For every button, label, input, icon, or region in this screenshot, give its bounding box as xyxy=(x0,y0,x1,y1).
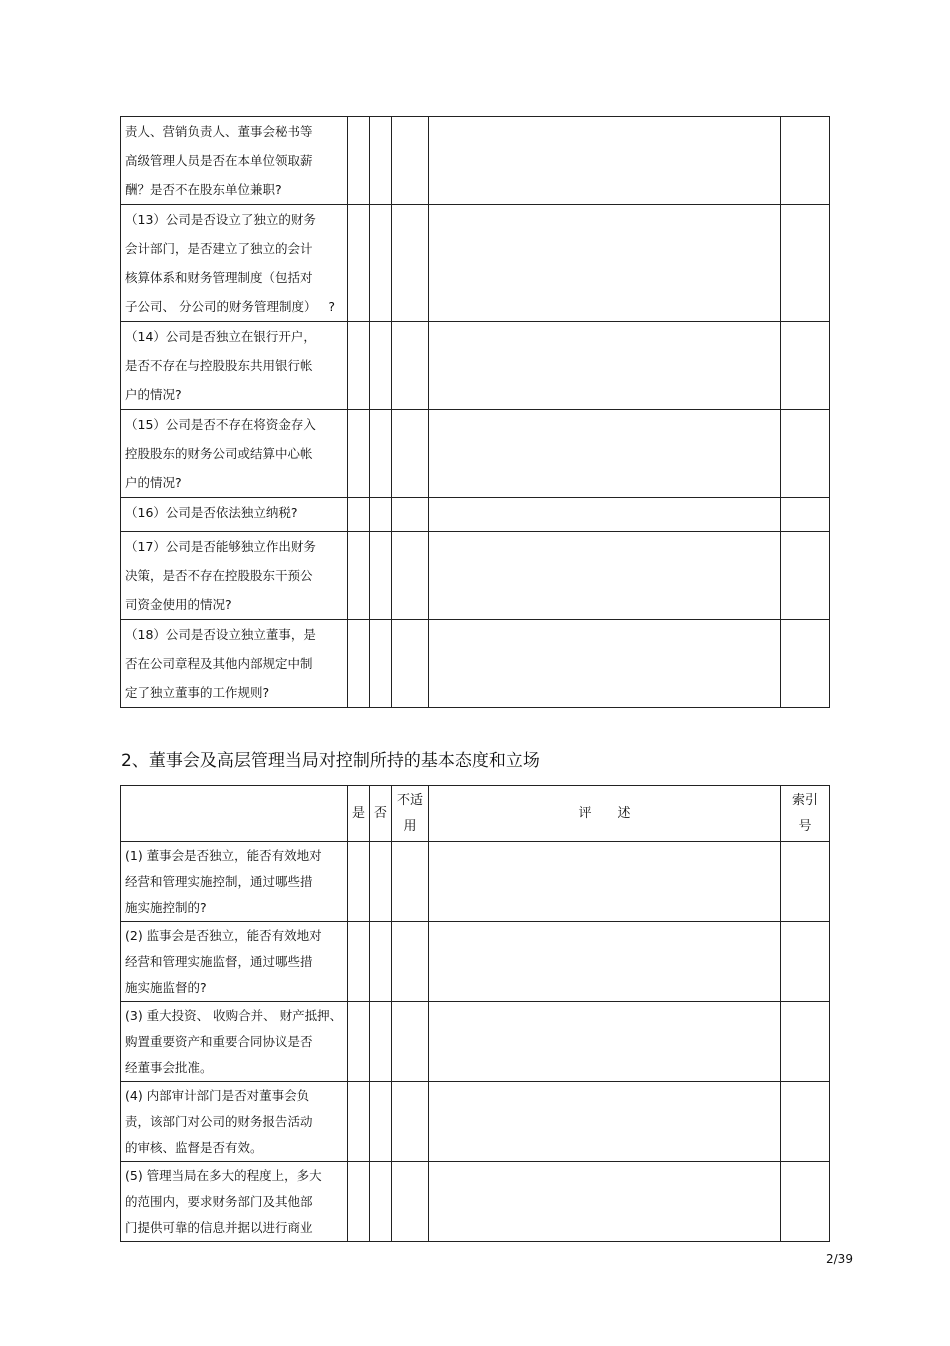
question-cell xyxy=(121,205,348,322)
header-na-line2: 用 xyxy=(403,818,417,834)
table-row xyxy=(121,117,830,205)
header-index-line1: 索引 xyxy=(791,792,818,808)
index-cell[interactable] xyxy=(781,322,830,410)
question-line: 户的情况? xyxy=(125,387,182,402)
question-line: 经营和管理实施控制，通过哪些措 xyxy=(125,874,313,889)
comment-cell[interactable] xyxy=(429,532,781,620)
index-cell[interactable] xyxy=(781,410,830,498)
table-row xyxy=(121,410,830,498)
not-applicable-cell[interactable] xyxy=(392,1082,429,1162)
no-cell[interactable] xyxy=(370,842,392,922)
header-index-line2: 号 xyxy=(798,818,812,834)
question-line: 控股股东的财务公司或结算中心帐 xyxy=(125,446,313,461)
question-line: （15）公司是否不存在将资金存入 xyxy=(125,417,316,432)
index-cell[interactable] xyxy=(781,620,830,708)
index-cell[interactable] xyxy=(781,117,830,205)
comment-cell[interactable] xyxy=(429,1082,781,1162)
question-cell xyxy=(121,842,348,922)
no-cell[interactable] xyxy=(370,205,392,322)
section-title: 2、董事会及高层管理当局对控制所持的基本态度和立场 xyxy=(121,751,540,771)
yes-cell[interactable] xyxy=(348,117,370,205)
table-row xyxy=(121,1082,830,1162)
yes-cell[interactable] xyxy=(348,410,370,498)
no-cell[interactable] xyxy=(370,117,392,205)
question-line: 责，该部门对公司的财务报告活动 xyxy=(125,1114,313,1129)
no-cell[interactable] xyxy=(370,498,392,532)
question-line: 高级管理人员是否在本单位领取薪 xyxy=(125,153,313,168)
comment-cell[interactable] xyxy=(429,322,781,410)
yes-cell[interactable] xyxy=(348,922,370,1002)
yes-cell[interactable] xyxy=(348,1162,370,1242)
no-cell[interactable] xyxy=(370,532,392,620)
no-cell[interactable] xyxy=(370,1002,392,1082)
comment-cell[interactable] xyxy=(429,410,781,498)
page-number: 2/39 xyxy=(826,1252,853,1266)
header-no: 否 xyxy=(370,786,392,842)
comment-cell[interactable] xyxy=(429,1162,781,1242)
question-cell xyxy=(121,498,348,532)
question-line: (3) 重大投资、 收购合并、 财产抵押、 xyxy=(125,1008,343,1023)
question-cell xyxy=(121,322,348,410)
table-row xyxy=(121,922,830,1002)
not-applicable-cell[interactable] xyxy=(392,1002,429,1082)
no-cell[interactable] xyxy=(370,410,392,498)
question-line: (4) 内部审计部门是否对董事会负 xyxy=(125,1088,310,1103)
question-line: 购置重要资产和重要合同协议是否 xyxy=(125,1034,313,1049)
question-line: 户的情况? xyxy=(125,475,182,490)
question-cell xyxy=(121,922,348,1002)
question-line: 施实施控制的? xyxy=(125,900,207,915)
yes-cell[interactable] xyxy=(348,532,370,620)
yes-cell[interactable] xyxy=(348,1082,370,1162)
header-comment: 评 述 xyxy=(429,786,781,842)
no-cell[interactable] xyxy=(370,620,392,708)
comment-cell[interactable] xyxy=(429,498,781,532)
question-line: 核算体系和财务管理制度（包括对 xyxy=(125,270,313,285)
question-line: 会计部门，是否建立了独立的会计 xyxy=(125,241,313,256)
index-cell[interactable] xyxy=(781,1162,830,1242)
question-cell xyxy=(121,1082,348,1162)
question-line: 定了独立董事的工作规则? xyxy=(125,685,270,700)
header-not-applicable xyxy=(392,786,429,842)
question-line: (1) 董事会是否独立，能否有效地对 xyxy=(125,848,322,863)
question-line: 施实施监督的? xyxy=(125,980,207,995)
comment-cell[interactable] xyxy=(429,117,781,205)
index-cell[interactable] xyxy=(781,922,830,1002)
question-line: （18）公司是否设立独立董事，是 xyxy=(125,627,316,642)
header-na-line1: 不适 xyxy=(396,792,423,808)
comment-cell[interactable] xyxy=(429,842,781,922)
not-applicable-cell[interactable] xyxy=(392,410,429,498)
question-line: 的审核、监督是否有效。 xyxy=(125,1140,263,1155)
no-cell[interactable] xyxy=(370,322,392,410)
comment-cell[interactable] xyxy=(429,922,781,1002)
yes-cell[interactable] xyxy=(348,842,370,922)
index-cell[interactable] xyxy=(781,1082,830,1162)
independence-checklist-table xyxy=(120,116,830,708)
question-line: 司资金使用的情况? xyxy=(125,597,232,612)
yes-cell[interactable] xyxy=(348,1002,370,1082)
yes-cell[interactable] xyxy=(348,620,370,708)
yes-cell[interactable] xyxy=(348,322,370,410)
question-line: 是否不存在与控股股东共用银行帐 xyxy=(125,358,313,373)
question-line: （14）公司是否独立在银行开户， xyxy=(125,329,316,344)
comment-cell[interactable] xyxy=(429,1002,781,1082)
comment-cell[interactable] xyxy=(429,205,781,322)
not-applicable-cell[interactable] xyxy=(392,205,429,322)
not-applicable-cell[interactable] xyxy=(392,322,429,410)
not-applicable-cell[interactable] xyxy=(392,498,429,532)
no-cell[interactable] xyxy=(370,1082,392,1162)
question-line: （16）公司是否依法独立纳税? xyxy=(125,505,298,520)
header-yes: 是 xyxy=(348,786,370,842)
index-cell[interactable] xyxy=(781,842,830,922)
question-line: 子公司、 分公司的财务管理制度） ? xyxy=(125,299,336,314)
question-line: 经董事会批准。 xyxy=(125,1060,213,1075)
question-cell xyxy=(121,117,348,205)
header-index xyxy=(781,786,830,842)
not-applicable-cell[interactable] xyxy=(392,532,429,620)
table-row xyxy=(121,1162,830,1242)
question-line: (5) 管理当局在多大的程度上，多大 xyxy=(125,1168,322,1183)
question-line: 责人、营销负责人、董事会秘书等 xyxy=(125,124,313,139)
index-cell[interactable] xyxy=(781,205,830,322)
table-header-row xyxy=(121,786,830,842)
question-line: 的范围内，要求财务部门及其他部 xyxy=(125,1194,313,1209)
not-applicable-cell[interactable] xyxy=(392,842,429,922)
index-cell[interactable] xyxy=(781,1002,830,1082)
table-row xyxy=(121,205,830,322)
question-line: （13）公司是否设立了独立的财务 xyxy=(125,212,316,227)
index-cell[interactable] xyxy=(781,498,830,532)
question-cell xyxy=(121,1162,348,1242)
table-row xyxy=(121,498,830,532)
index-cell[interactable] xyxy=(781,532,830,620)
yes-cell[interactable] xyxy=(348,498,370,532)
not-applicable-cell[interactable] xyxy=(392,117,429,205)
question-line: 酬？是否不在股东单位兼职? xyxy=(125,182,282,197)
question-line: 经营和管理实施监督，通过哪些措 xyxy=(125,954,313,969)
comment-cell[interactable] xyxy=(429,620,781,708)
question-line: (2) 监事会是否独立，能否有效地对 xyxy=(125,928,322,943)
question-line: 门提供可靠的信息并据以进行商业 xyxy=(125,1220,313,1235)
question-cell xyxy=(121,410,348,498)
table-row xyxy=(121,620,830,708)
board-attitude-table xyxy=(120,785,830,1242)
no-cell[interactable] xyxy=(370,1162,392,1242)
question-line: 决策，是否不存在控股股东干预公 xyxy=(125,568,313,583)
table-row xyxy=(121,842,830,922)
not-applicable-cell[interactable] xyxy=(392,922,429,1002)
table-row xyxy=(121,532,830,620)
yes-cell[interactable] xyxy=(348,205,370,322)
question-cell xyxy=(121,532,348,620)
no-cell[interactable] xyxy=(370,922,392,1002)
table-row xyxy=(121,322,830,410)
not-applicable-cell[interactable] xyxy=(392,620,429,708)
header-question xyxy=(121,786,348,842)
not-applicable-cell[interactable] xyxy=(392,1162,429,1242)
question-line: （17）公司是否能够独立作出财务 xyxy=(125,539,316,554)
question-line: 否在公司章程及其他内部规定中制 xyxy=(125,656,313,671)
table-row xyxy=(121,1002,830,1082)
question-cell xyxy=(121,620,348,708)
question-cell xyxy=(121,1002,348,1082)
